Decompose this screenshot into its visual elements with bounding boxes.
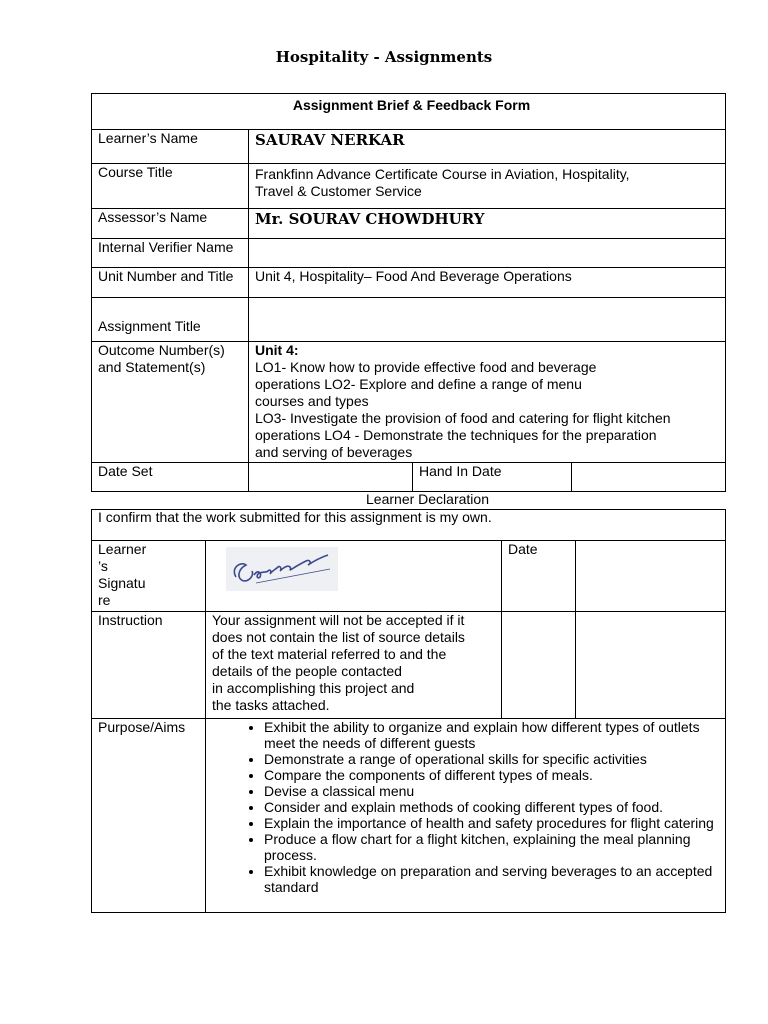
course-title-label: Course Title [92, 164, 249, 209]
assignment-brief-table [91, 93, 726, 492]
signature-label-line: re [98, 592, 111, 608]
instruction-line: the tasks attached. [212, 697, 330, 713]
form-header: Assignment Brief & Feedback Form [92, 94, 726, 130]
instruction-line: of the text material referred to and the [212, 646, 447, 662]
assessor-name-label: Assessor’s Name [92, 209, 249, 239]
instruction-line: details of the people contacted [212, 663, 402, 679]
assignment-title-value [249, 298, 726, 342]
date-value [576, 541, 726, 612]
course-title-value: Frankfinn Advance Certificate Course in Aviation, Hospitality, Travel & Customer Service [249, 164, 726, 209]
purpose-item: • Explain the importance of health and safety procedures for flight catering [264, 815, 725, 831]
outcome-value [249, 342, 726, 463]
outcome-line: LO3- Investigate the provision of food and catering for flight kitchen [255, 410, 671, 426]
learner-name-label: Learner’s Name [92, 130, 249, 164]
outcome-line: courses and types [255, 393, 369, 409]
internal-verifier-value [249, 239, 726, 268]
learner-declaration-title: Learner Declaration [366, 491, 489, 507]
instruction-line: does not contain the list of source details [212, 629, 465, 645]
purpose-list [206, 719, 725, 895]
learner-declaration-table [91, 509, 726, 913]
hand-in-date-value [572, 463, 726, 492]
purpose-label: Purpose/Aims [92, 719, 206, 913]
date-label: Date [502, 541, 576, 612]
purpose-item: • Exhibit knowledge on preparation and serving beverages to an accepted standard [264, 863, 725, 895]
signature-label [92, 541, 206, 612]
instruction-empty-cell [502, 612, 576, 719]
outcome-unit: Unit 4: [255, 342, 299, 358]
instruction-label: Instruction [92, 612, 206, 719]
hand-in-date-label: Hand In Date [413, 463, 572, 492]
signature-label-line: Signatu [98, 575, 146, 591]
purpose-item: • Devise a classical menu [264, 783, 725, 799]
signature-cell [206, 541, 502, 612]
signature-label-line: Learner [98, 541, 147, 557]
signature-label-line: ’s [98, 558, 108, 574]
assignment-title-label: Assignment Title [92, 298, 249, 342]
outcome-line: LO1- Know how to provide effective food and beverage [255, 359, 597, 375]
unit-label: Unit Number and Title [92, 268, 249, 298]
outcome-line: and serving of beverages [255, 444, 413, 460]
date-set-label: Date Set [92, 463, 249, 492]
outcome-label: Outcome Number(s) and Statement(s) [92, 342, 249, 463]
assessor-name-value: Mr. SOURAV CHOWDHURY [249, 209, 726, 239]
purpose-item: • Produce a flow chart for a flight kitchen, explaining the meal planning process. [264, 831, 725, 863]
instruction-line: Your assignment will not be accepted if it [212, 612, 465, 628]
purpose-item: • Consider and explain methods of cooking different types of food. [264, 799, 725, 815]
purpose-list-cell [206, 719, 726, 913]
purpose-item: • Exhibit the ability to organize and explain how different types of outlets meet the needs of different guests [264, 719, 725, 751]
page-title: Hospitality - Assignments [275, 48, 493, 66]
learner-name-value: SAURAV NERKAR [249, 130, 726, 164]
purpose-item: • Demonstrate a range of operational skills for specific activities [264, 751, 725, 767]
outcome-line: operations LO4 - Demonstrate the techniques for the preparation [255, 427, 657, 443]
unit-value: Unit 4, Hospitality– Food And Beverage Operations [249, 268, 726, 298]
outcome-line: operations LO2- Explore and define a range of menu [255, 376, 582, 392]
instruction-text [206, 612, 502, 719]
instruction-empty-cell [576, 612, 726, 719]
internal-verifier-label: Internal Verifier Name [92, 239, 249, 268]
declaration-statement: I confirm that the work submitted for this assignment is my own. [92, 510, 726, 541]
purpose-item: • Compare the components of different types of meals. [264, 767, 725, 783]
signature-image [226, 547, 338, 591]
date-set-value [249, 463, 413, 492]
instruction-line: in accomplishing this project and [212, 680, 415, 696]
